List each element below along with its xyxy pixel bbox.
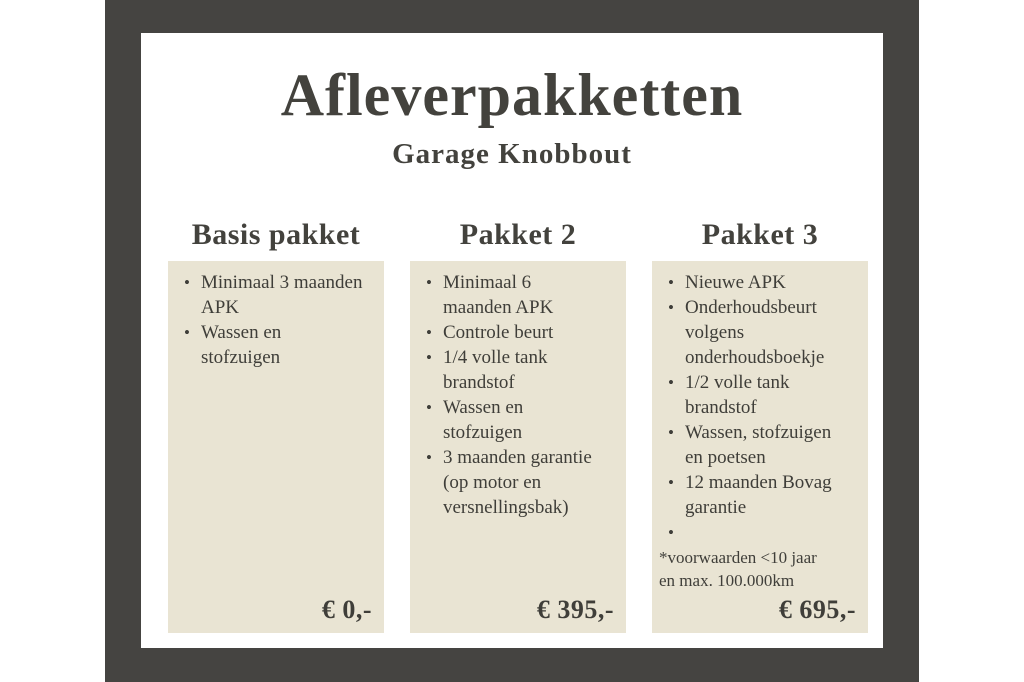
package-item-text: 3 maanden garantie (op motor en versnellingsbak) [443, 447, 592, 518]
bullet-icon: • [426, 323, 432, 342]
package-name: Basis pakket [191, 218, 361, 251]
package-item [658, 295, 860, 370]
bullet-icon: • [668, 373, 674, 392]
package-item-list [174, 270, 376, 370]
package-item [174, 270, 376, 320]
package-item [416, 445, 618, 520]
poster-subtitle: Garage Knobbout [392, 138, 632, 170]
package-name: Pakket 2 [459, 218, 577, 251]
package-column [652, 218, 868, 633]
bullet-icon: • [668, 473, 674, 492]
package-item-text: Wassen, stofzuigen en poetsen [685, 422, 832, 468]
package-item-text: Nieuwe APK [685, 272, 786, 293]
bullet-icon: • [668, 523, 674, 542]
package-item [658, 370, 860, 420]
package-item [174, 320, 376, 370]
bullet-icon: • [184, 323, 190, 342]
package-item-list [416, 270, 618, 520]
package-item-text: 12 maanden Bovag garantie [685, 472, 832, 518]
package-footnote: *voorwaarden <10 jaar en max. 100.000km [659, 548, 817, 590]
package-item [658, 470, 860, 520]
bullet-icon: • [426, 448, 432, 467]
bullet-icon: • [426, 398, 432, 417]
bullet-icon: • [668, 298, 674, 317]
package-columns [168, 218, 868, 633]
package-price: € 395,- [536, 595, 614, 624]
bullet-icon: • [426, 273, 432, 292]
package-item-list [658, 270, 860, 545]
package-price: € 695,- [778, 595, 856, 624]
package-card [652, 261, 868, 633]
package-item-text: Minimaal 3 maanden APK [201, 272, 363, 318]
package-card [168, 261, 384, 633]
package-name: Pakket 3 [701, 218, 819, 251]
poster-frame [105, 0, 919, 682]
package-item-text: Onderhoudsbeurt volgens onderhoudsboekje [685, 297, 825, 368]
package-item [416, 395, 618, 445]
poster-sheet [141, 33, 883, 648]
package-item [658, 270, 860, 295]
package-item-text: 1/2 volle tank brandstof [685, 372, 790, 418]
package-item-text: 1/4 volle tank brandstof [443, 347, 548, 393]
package-item-text: Controle beurt [443, 322, 554, 343]
bullet-icon: • [668, 273, 674, 292]
package-column [168, 218, 384, 633]
package-item-text [685, 520, 860, 545]
package-item-text: Wassen en stofzuigen [443, 397, 524, 443]
package-item [658, 420, 860, 470]
package-item-text: Minimaal 6 maanden APK [443, 272, 554, 318]
package-item-text: Wassen en stofzuigen [201, 322, 282, 368]
package-item [658, 520, 860, 545]
package-item [416, 320, 618, 345]
package-price: € 0,- [321, 595, 372, 624]
package-item [416, 270, 618, 320]
package-card [410, 261, 626, 633]
package-item [416, 345, 618, 395]
package-column [410, 218, 626, 633]
bullet-icon: • [184, 273, 190, 292]
bullet-icon: • [426, 348, 432, 367]
bullet-icon: • [668, 423, 674, 442]
poster-title: Afleverpakketten [280, 62, 744, 128]
